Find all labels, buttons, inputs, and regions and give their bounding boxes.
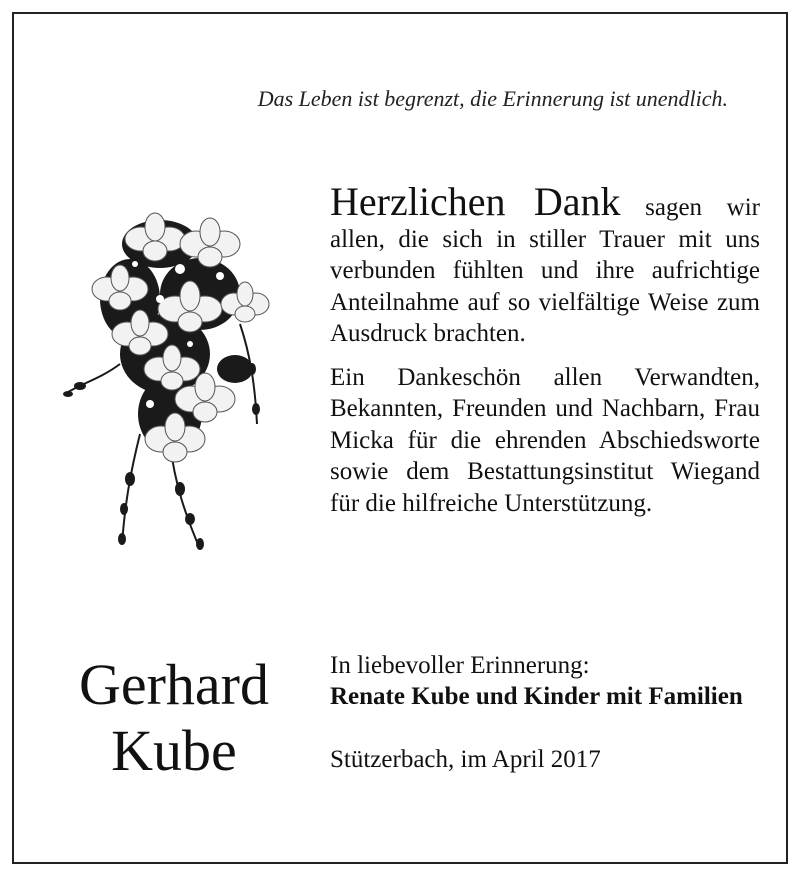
- thanks-paragraph-2: Ein Dankeschön allen Verwandten, Bekannten, Freunden und Nachbarn, Frau Micka für die ehrenden Abschiedsworte sowie dem Bestattungsinstitut Wiegand für die hilfreiche Unterstützung.: [330, 363, 760, 517]
- deceased-first-name: Gerhard: [78, 652, 269, 717]
- thanks-heading: Herzlichen Dank: [330, 179, 621, 224]
- orchid-bouquet-icon: [60, 204, 270, 554]
- closing-intro: In liebevoller Erinnerung:: [330, 652, 590, 679]
- place-date: Stützerbach, im April 2017: [330, 746, 601, 773]
- deceased-name: [54, 652, 294, 784]
- motto: Das Leben ist begrenzt, die Erinnerung ist unendlich.: [257, 86, 728, 111]
- thanks-paragraph-1-rest: sagen wir allen, die sich in stiller Trauer mit uns verbunden fühlten und ihre aufrichtige Anteilnahme auf so vielfältige Weise zum Ausdruck brachten.: [330, 194, 761, 347]
- notice-frame: [12, 12, 788, 864]
- thanks-paragraph-1: [330, 179, 761, 350]
- closing-block: [330, 650, 770, 775]
- signatories: Renate Kube und Kinder mit Familien: [330, 683, 743, 710]
- deceased-last-name: Kube: [111, 718, 237, 783]
- thanks-text: [330, 179, 761, 519]
